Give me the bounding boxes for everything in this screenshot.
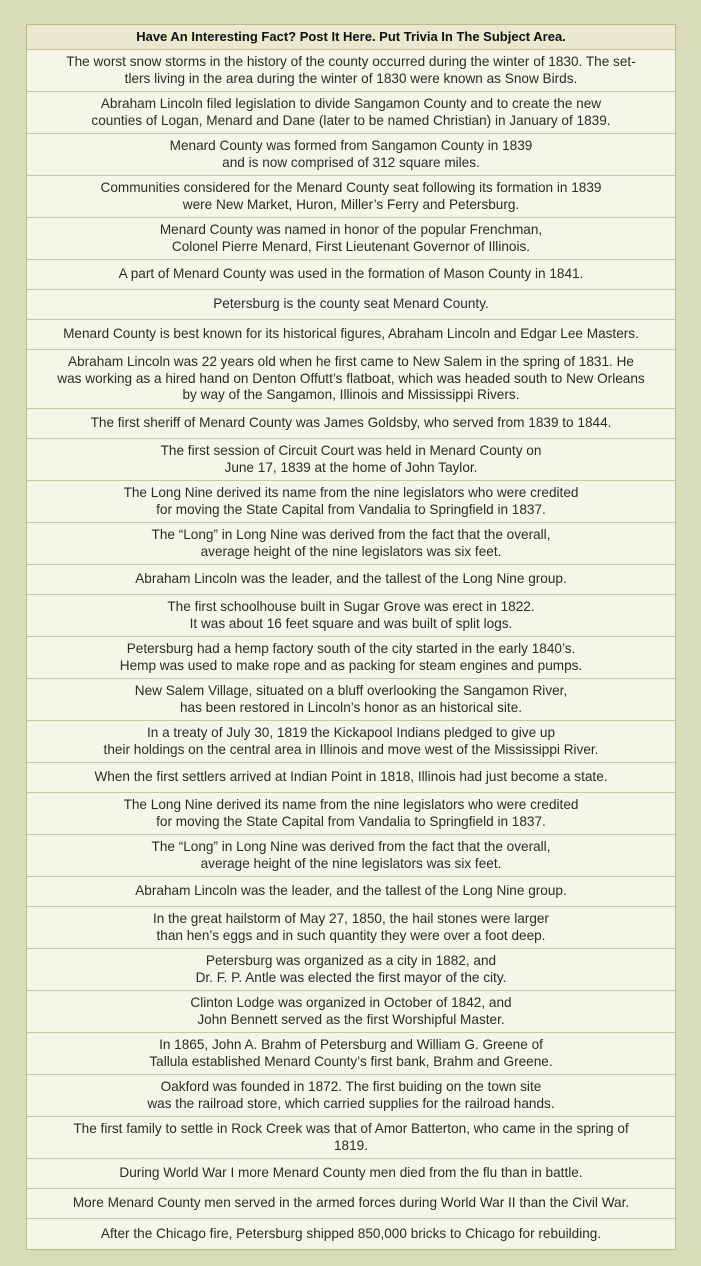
- fact-row: The worst snow storms in the history of the county occurred during the winter of 1830. The set- tlers living in the area during the winter of 1830 were known as Snow Birds.: [27, 50, 675, 92]
- fact-row: The Long Nine derived its name from the nine legislators who were credited for moving the State Capital from Vandalia to Springfield in 1837.: [27, 481, 675, 523]
- fact-row: In a treaty of July 30, 1819 the Kickapool Indians pledged to give up their holdings on the central area in Illinois and move west of the Mississippi River.: [27, 721, 675, 763]
- fact-list: [27, 50, 675, 1249]
- fact-row: Oakford was founded in 1872. The first buiding on the town site was the railroad store, which carried supplies for the railroad hands.: [27, 1075, 675, 1117]
- fact-row: When the first settlers arrived at Indian Point in 1818, Illinois had just become a state.: [27, 763, 675, 793]
- fact-row: The first family to settle in Rock Creek was that of Amor Batterton, who came in the spring of 1819.: [27, 1117, 675, 1159]
- fact-row: Abraham Lincoln was the leader, and the tallest of the Long Nine group.: [27, 565, 675, 595]
- fact-row: Abraham Lincoln was 22 years old when he first came to New Salem in the spring of 1831. He was working as a hired hand on Denton Offutt’s flatboat, which was headed south to New Orleans by way of the Sangamon, Illinois and Mississippi Rivers.: [27, 350, 675, 409]
- fact-row: The first session of Circuit Court was held in Menard County on June 17, 1839 at the home of John Taylor.: [27, 439, 675, 481]
- fact-row: In 1865, John A. Brahm of Petersburg and William G. Greene of Tallula established Menard County’s first bank, Brahm and Greene.: [27, 1033, 675, 1075]
- fact-row: A part of Menard County was used in the formation of Mason County in 1841.: [27, 260, 675, 290]
- fact-row: Abraham Lincoln filed legislation to divide Sangamon County and to create the new counties of Logan, Menard and Dane (later to be named Christian) in January of 1839.: [27, 92, 675, 134]
- fact-row: The “Long” in Long Nine was derived from the fact that the overall, average height of the nine legislators was six feet.: [27, 523, 675, 565]
- fact-row: Menard County was formed from Sangamon County in 1839 and is now comprised of 312 square miles.: [27, 134, 675, 176]
- board-header: Have An Interesting Fact? Post It Here. Put Trivia In The Subject Area.: [27, 25, 675, 50]
- trivia-board: [26, 24, 676, 1250]
- fact-row: Menard County was named in honor of the popular Frenchman, Colonel Pierre Menard, First Lieutenant Governor of Illinois.: [27, 218, 675, 260]
- fact-row: The first schoolhouse built in Sugar Grove was erect in 1822. It was about 16 feet square and was built of split logs.: [27, 595, 675, 637]
- fact-row: Petersburg was organized as a city in 1882, and Dr. F. P. Antle was elected the first mayor of the city.: [27, 949, 675, 991]
- fact-row: The first sheriff of Menard County was James Goldsby, who served from 1839 to 1844.: [27, 409, 675, 439]
- fact-row: In the great hailstorm of May 27, 1850, the hail stones were larger than hen’s eggs and in such quantity they were over a foot deep.: [27, 907, 675, 949]
- fact-row: Petersburg is the county seat Menard County.: [27, 290, 675, 320]
- fact-row: The Long Nine derived its name from the nine legislators who were credited for moving the State Capital from Vandalia to Springfield in 1837.: [27, 793, 675, 835]
- fact-row: During World War I more Menard County men died from the flu than in battle.: [27, 1159, 675, 1189]
- fact-row: New Salem Village, situated on a bluff overlooking the Sangamon River, has been restored in Lincoln’s honor as an historical site.: [27, 679, 675, 721]
- fact-row: Communities considered for the Menard County seat following its formation in 1839 were New Market, Huron, Miller’s Ferry and Petersburg.: [27, 176, 675, 218]
- fact-row: More Menard County men served in the armed forces during World War II than the Civil War.: [27, 1189, 675, 1219]
- fact-row: Clinton Lodge was organized in October of 1842, and John Bennett served as the first Worshipful Master.: [27, 991, 675, 1033]
- fact-row: Menard County is best known for its historical figures, Abraham Lincoln and Edgar Lee Masters.: [27, 320, 675, 350]
- fact-row: After the Chicago fire, Petersburg shipped 850,000 bricks to Chicago for rebuilding.: [27, 1219, 675, 1249]
- fact-row: Petersburg had a hemp factory south of the city started in the early 1840’s. Hemp was used to make rope and as packing for steam engines and pumps.: [27, 637, 675, 679]
- fact-row: Abraham Lincoln was the leader, and the tallest of the Long Nine group.: [27, 877, 675, 907]
- fact-row: The “Long” in Long Nine was derived from the fact that the overall, average height of the nine legislators was six feet.: [27, 835, 675, 877]
